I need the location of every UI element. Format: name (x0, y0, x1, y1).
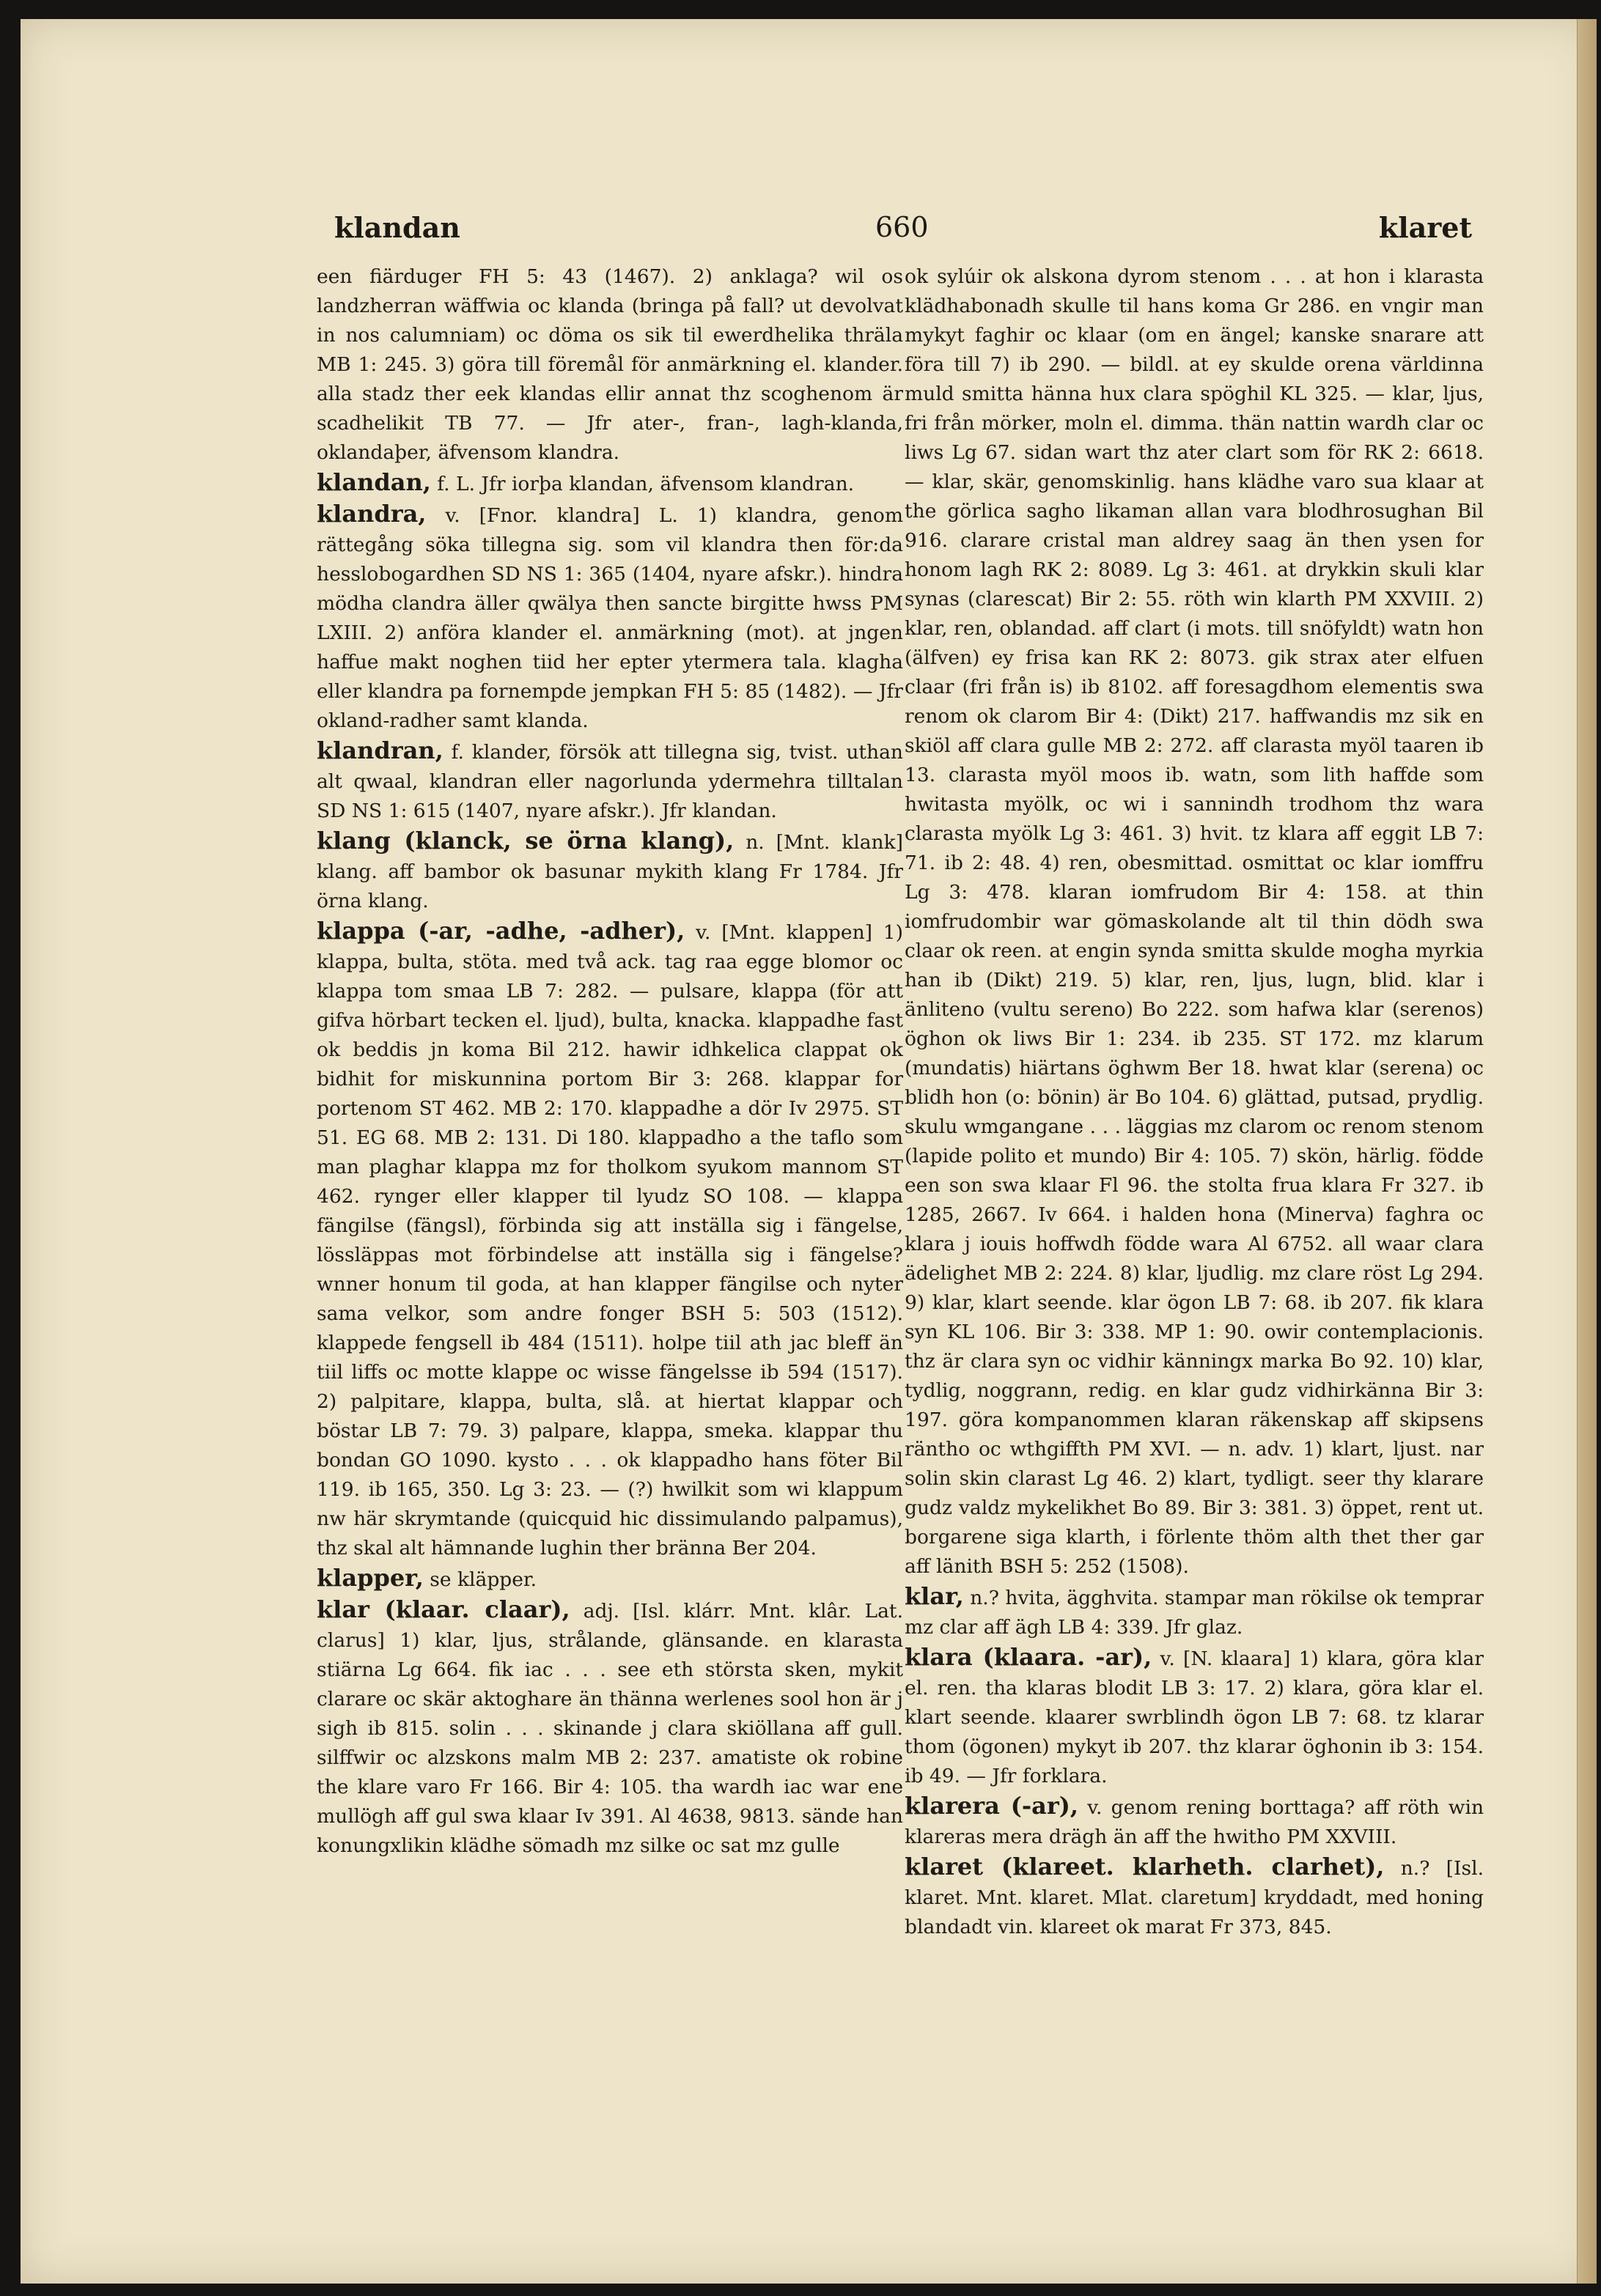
page-number: 660 (875, 211, 929, 243)
running-head (311, 211, 1472, 248)
entry (317, 1563, 903, 1595)
entry (317, 736, 903, 826)
entry (317, 1595, 903, 1861)
entry-headword: klarera (-ar), (905, 1792, 1079, 1820)
entry-text: adj. [Isl. klárr. Mnt. klâr. Lat. clarus] 1) klar, ljus, strålande, glänsande. en klarasta stiärna Lg 664. fik iac . . . see eth största sken, mykit clarare oc skär aktoghare än thänna werlenes sool hon är j sigh ib 815. solin . . . skinande j clara skiöllana aff gull. silffwir oc alzskons malm MB 2: 237. amatiste ok robine the klare varo Fr 166. Bir 4: 105. tha wardh iac war ene mullögh aff gul swa klaar Iv 391. Al 4638, 9813. sände han konungxlikin klädhe sömadh mz silke oc sat mz gulle (317, 1600, 903, 1857)
header-left-guideword: klandan (334, 211, 460, 244)
entry-text: een fiärduger FH 5: 43 (1467). 2) anklaga? wil os landzherran wäffwia oc klanda (bringa på fall? ut devolvat in nos calumniam) oc döma os sik til ewerdhelika thräla MB 1: 245. 3) göra till föremål för anmärkning el. klander. alla stadz ther eek klandas ellir annat thz scoghenom är scadhelikit TB 77. — Jfr ater-, fran-, lagh-klanda, oklandaþer, äfvensom klandra. (317, 265, 903, 464)
entry-text: v. genom rening borttaga? aff röth win klareras mera drägh än aff the hwitho PM XXVIII. (905, 1796, 1484, 1848)
entry-text: f. L. Jfr iorþa klandan, äfvensom klandran. (437, 473, 855, 495)
right-column (905, 262, 1484, 2036)
header-right-guideword: klaret (1378, 211, 1472, 244)
entry-continuation (317, 262, 903, 468)
left-column (317, 262, 903, 2036)
entry (905, 1852, 1484, 1942)
dictionary-page (21, 19, 1597, 2284)
page-edge-strip (1577, 19, 1597, 2284)
entry-text: v. [N. klaara] 1) klara, göra klar el. ren. tha klaras blodit LB 3: 17. 2) klara, göra klar el. klart seende. klaarer swrblindh ögon LB 7: 68. tz klarar thom (ögonen) mykyt ib 207. thz klarar öghonin ib 3: 154. ib 49. — Jfr forklara. (905, 1647, 1484, 1787)
entry (317, 499, 903, 736)
entry (905, 1642, 1484, 1791)
entry-headword: klapper, (317, 1564, 424, 1592)
entry-continuation (905, 262, 1484, 1581)
entry (905, 1581, 1484, 1642)
entry-text: v. [Fnor. klandra] L. 1) klandra, genom rättegång söka tillegna sig. som vil klandra then för:da hesslobogardhen SD NS 1: 365 (1404, nyare afskr.). hindra mödha clandra äller qwälya then sancte birgitte hwss PM LXIII. 2) anföra klander el. anmärkning (mot). at jngen haffue makt noghen tiid her epter ytermera tala. klagha eller klandra pa fornempde jempkan FH 5: 85 (1482). — Jfr okland-radher samt klanda. (317, 504, 903, 732)
entry-headword: klara (klaara. -ar), (905, 1643, 1152, 1671)
entry (317, 916, 903, 1563)
entry-headword: klandan, (317, 468, 431, 496)
entry-text: n.? [Isl. klaret. Mnt. klaret. Mlat. claretum] kryddadt, med honing blandadt vin. klareet ok marat Fr 373, 845. (905, 1857, 1484, 1938)
entry (317, 468, 903, 499)
entry-headword: klar, (905, 1582, 964, 1610)
entry-text: f. klander, försök att tillegna sig, tvist. uthan alt qwaal, klandran eller nagorlunda ydermehra tilltalan SD NS 1: 615 (1407, nyare afskr.). Jfr klandan. (317, 741, 903, 822)
entry (317, 826, 903, 916)
entry-headword: klar (klaar. claar), (317, 1595, 570, 1623)
entry-headword: klang (klanck, se örna klang), (317, 827, 735, 854)
entry-headword: klandran, (317, 737, 444, 764)
entry-text: v. [Mnt. klappen] 1) klappa, bulta, stöta. med två ack. tag raa egge blomor oc klappa tom smaa LB 7: 282. — pulsare, klappa (för att gifva hörbart tecken el. ljud), bulta, knacka. klappadhe fast ok beddis jn koma Bil 212. hawir idhkelica clappat ok bidhit for miskunnina portom Bir 3: 268. klappar for portenom ST 462. MB 2: 170. klappadhe a dör Iv 2975. ST 51. EG 68. MB 2: 131. Di 180. klappadho a the taflo som man plaghar klappa mz for tholkom syukom mannom ST 462. rynger eller klapper til lyudz SO 108. — klappa fängilse (fängsl), förbinda sig att inställa sig i fängelse, lössläppas mot förbindelse att inställa sig i fängelse? wnner honum til goda, at han klapper fängilse och nyter sama velkor, som andre fonger BSH 5: 503 (1512). klappede fengsell ib 484 (1511). holpe tiil ath jac bleff än tiil liffs oc motte klappe oc wisse fängelsse ib 594 (1517). 2) palpitare, klappa, bulta, slå. at hiertat klappar och böstar LB 7: 79. 3) palpare, klappa, smeka. klappar thu bondan GO 1090. kysto . . . ok klappadho hans föter Bil 119. ib 165, 350. Lg 3: 23. — (?) hwilkit som wi klappum nw här skrymtande (quicquid hic dissimulando palpamus), thz skal alt hämnande lughin ther bränna Ber 204. (317, 921, 903, 1559)
entry-text: ok sylúir ok alskona dyrom stenom . . . at hon i klarasta klädhabonadh skulle til hans koma Gr 286. en vngir man mykyt faghir oc klaar (om en ängel; kanske snarare att föra till 7) ib 290. — bildl. at ey skulde orena världinna muld smitta hänna hux clara spöghil KL 325. — klar, ljus, fri från mörker, moln el. dimma. thän nattin wardh clar oc liws Lg 67. sidan wart thz ater clart som för RK 2: 6618. — klar, skär, genomskinlig. hans klädhe varo sua klaar at the görlica sagho likaman allan vara blodhrosughan Bil 916. clarare cristal man aldrey saag än then ysen for honom lagh RK 2: 8089. Lg 3: 461. at drykkin skuli klar synas (clarescat) Bir 2: 55. röth win klarth PM XXVIII. 2) klar, ren, oblandad. aff clart (i mots. till snöfyldt) watn hon (älfven) ey frisa kan RK 2: 8073. gik strax ater elfuen claar (fri från is) ib 8102. aff foresagdhom elementis swa renom ok clarom Bir 4: (Dikt) 217. haffwandis mz sik en skiöl aff clara gulle MB 2: 272. aff clarasta myöl taaren ib 13. clarasta myöl moos ib. watn, som lith haffde som hwitasta myölk, oc wi i sannindh trodhom thz wara clarasta myölk Lg 3: 461. 3) hvit. tz klara aff eggit LB 7: 71. ib 2: 48. 4) ren, obesmittad. osmittat oc klar iomffru Lg 3: 478. klaran iomfrudom Bir 4: 158. at thin iomfrudombir war gömaskolande alt til thin dödh swa claar ok reen. at engin synda smitta skulde mogha myrkia han ib (Dikt) 219. 5) klar, ren, ljus, lugn, blid. klar i änliteno (vultu sereno) Bo 222. som hafwa klar (serenos) öghon ok liws Bir 1: 234. ib 235. ST 172. mz klarum (mundatis) hiärtans öghwm Ber 18. hwat klar (serena) oc blidh hon (o: bönin) är Bo 104. 6) glättad, putsad, prydlig. skulu wmgangane . . . läggias mz clarom oc renom stenom (lapide polito et mundo) Bir 4: 105. 7) skön, härlig. födde een son swa klaar Fl 96. the stolta frua klara Fr 327. ib 1285, 2667. Iv 664. i halden hona (Minerva) faghra oc klara j iouis hoffwdh födde wara Al 6752. all waar clara ädelighet MB 2: 224. 8) klar, ljudlig. mz clare röst Lg 294. 9) klar, klart seende. klar ögon LB 7: 68. ib 207. fik klara syn KL 106. Bir 3: 338. MP 1: 90. owir contemplacionis. thz är clara syn oc vidhir känningx marka Bo 92. 10) klar, tydlig, noggrann, redig. en klar gudz vidhirkänna Bir 3: 197. göra kompanommen klaran räkenskap aff skipsens räntho oc wthgiffth PM XVI. — n. adv. 1) klart, ljust. nar solin skin clarast Lg 46. 2) klart, tydligt. seer thy klarare gudz valdz mykelikhet Bo 89. Bir 3: 381. 3) öppet, rent ut. borgarene siga klarth, i förlente thöm alth thet ther gar aff länith BSH 5: 252 (1508). (905, 265, 1484, 1578)
entry-headword: klandra, (317, 500, 427, 528)
entry-text: n.? hvita, ägghvita. stampar man rökilse ok temprar mz clar aff ägh LB 4: 339. Jfr glaz. (905, 1587, 1484, 1639)
entry-text: n. [Mnt. klank] klang. aff bambor ok basunar mykith klang Fr 1784. Jfr örna klang. (317, 831, 903, 912)
entry-text: se kläpper. (430, 1568, 537, 1591)
entry-headword: klappa (-ar, -adhe, -adher), (317, 917, 685, 945)
entry (905, 1791, 1484, 1852)
entry-headword: klaret (klareet. klarheth. clarhet), (905, 1853, 1385, 1880)
